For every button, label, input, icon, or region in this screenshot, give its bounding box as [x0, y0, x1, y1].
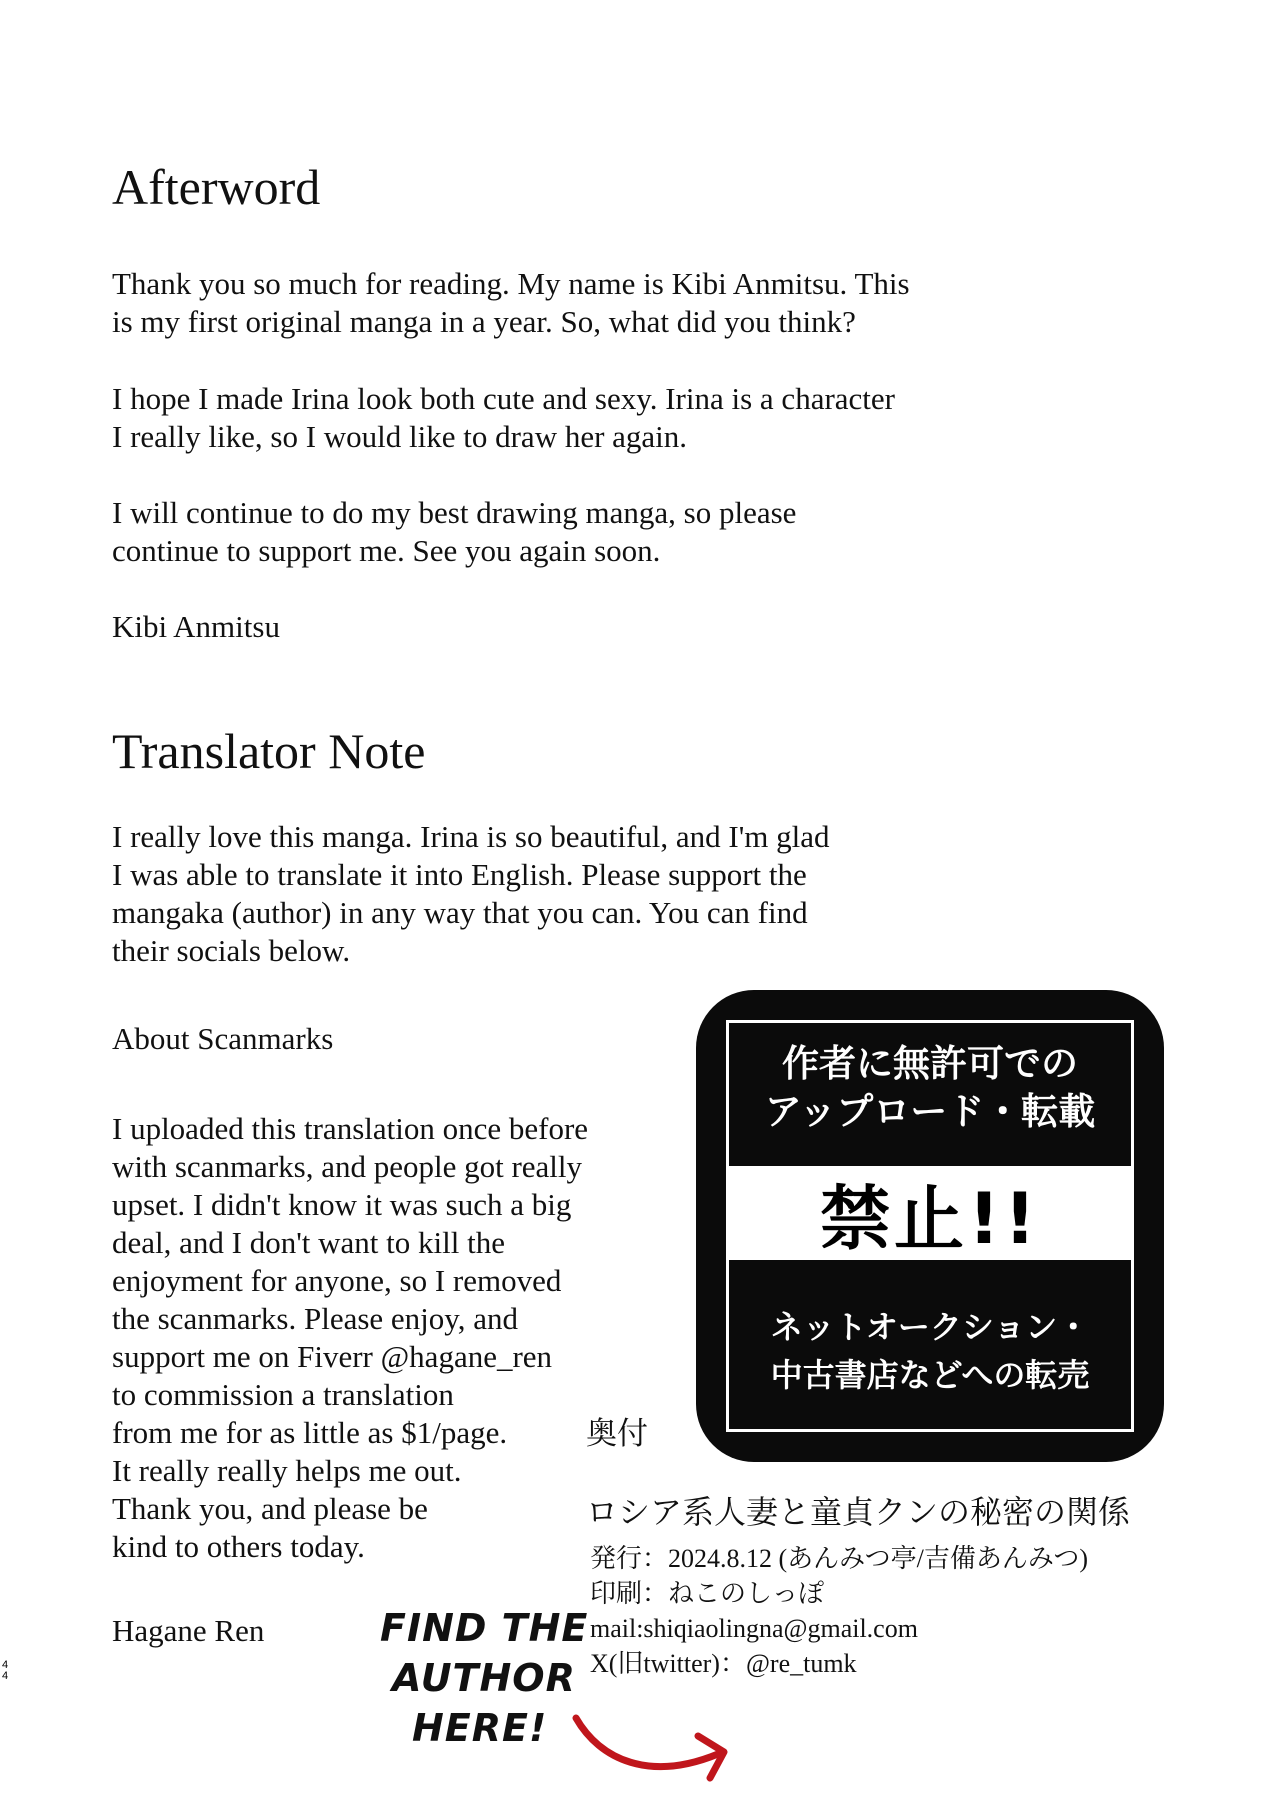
- colophon-x-account: X(旧twitter)：@re_tumk: [590, 1649, 857, 1678]
- find-author-line-1: FIND THE: [380, 1606, 589, 1650]
- warning-top-line-1: 作者に無許可での: [782, 1042, 1078, 1085]
- warning-top-section: [729, 1023, 1131, 1153]
- colophon-mail: mail:shiqiaolingna@gmail.com: [590, 1614, 918, 1643]
- afterword-signature: Kibi Anmitsu: [112, 609, 280, 644]
- scanmarks-paragraph: I uploaded this translation once before with scanmarks, and people got really upset. I didn't know it was such a big deal, and I don't want to kill the enjoyment for anyone, so I removed the scanmarks. Please enjoy, and support me on Fiverr @hagane_ren to commission a translation from me for as little as $1/page. It really really helps me out. Thank you, and please be kind to others today.: [112, 1111, 589, 1564]
- warning-prohibited-banner: 禁止!!: [729, 1166, 1131, 1260]
- warning-bottom-line-2: 中古書店などへの転売: [770, 1356, 1090, 1394]
- arrow-curve: [576, 1718, 718, 1767]
- warning-bottom-section: [729, 1273, 1131, 1429]
- colophon-published: 発行：2024.8.12 (あんみつ亭/吉備あんみつ): [590, 1544, 1089, 1573]
- translator-note-heading: Translator Note: [112, 723, 426, 779]
- page-number-digit-1: 4: [2, 1659, 9, 1671]
- warning-top-line-2: アップロード・転載: [764, 1090, 1096, 1133]
- translator-note-paragraph: I really love this manga. Irina is so beautiful, and I'm glad I was able to translate it into English. Please support the mangaka (author) in any way that you can. You can find their socials below.: [112, 819, 830, 968]
- afterword-paragraph-2: I hope I made Irina look both cute and sexy. Irina is a character I really like, so I would like to draw her again.: [112, 381, 895, 454]
- scanmarks-subheading: About Scanmarks: [112, 1021, 334, 1056]
- no-reupload-warning-box: [696, 990, 1164, 1462]
- warning-bottom-line-1: ネットオークション・: [770, 1308, 1090, 1346]
- red-arrow-icon: [560, 1690, 740, 1790]
- page-number: [2, 1660, 8, 1682]
- afterword-paragraph-1: Thank you so much for reading. My name is Kibi Anmitsu. This is my first original manga in a year. So, what did you think?: [112, 266, 910, 339]
- colophon-label: 奥付: [586, 1416, 648, 1452]
- afterword-heading: Afterword: [112, 159, 321, 215]
- colophon-printing: 印刷：ねこのしっぽ: [590, 1579, 825, 1608]
- afterword-paragraph-3: I will continue to do my best drawing manga, so please continue to support me. See you again soon.: [112, 495, 797, 568]
- find-author-line-2: AUTHOR: [392, 1656, 576, 1700]
- page-number-digit-2: 4: [2, 1670, 9, 1682]
- colophon-title: ロシア系人妻と童貞クンの秘密の関係: [586, 1493, 1131, 1531]
- translator-signature: Hagane Ren: [112, 1613, 265, 1648]
- find-author-line-3: HERE!: [412, 1706, 548, 1750]
- warning-box-frame: [726, 1020, 1134, 1432]
